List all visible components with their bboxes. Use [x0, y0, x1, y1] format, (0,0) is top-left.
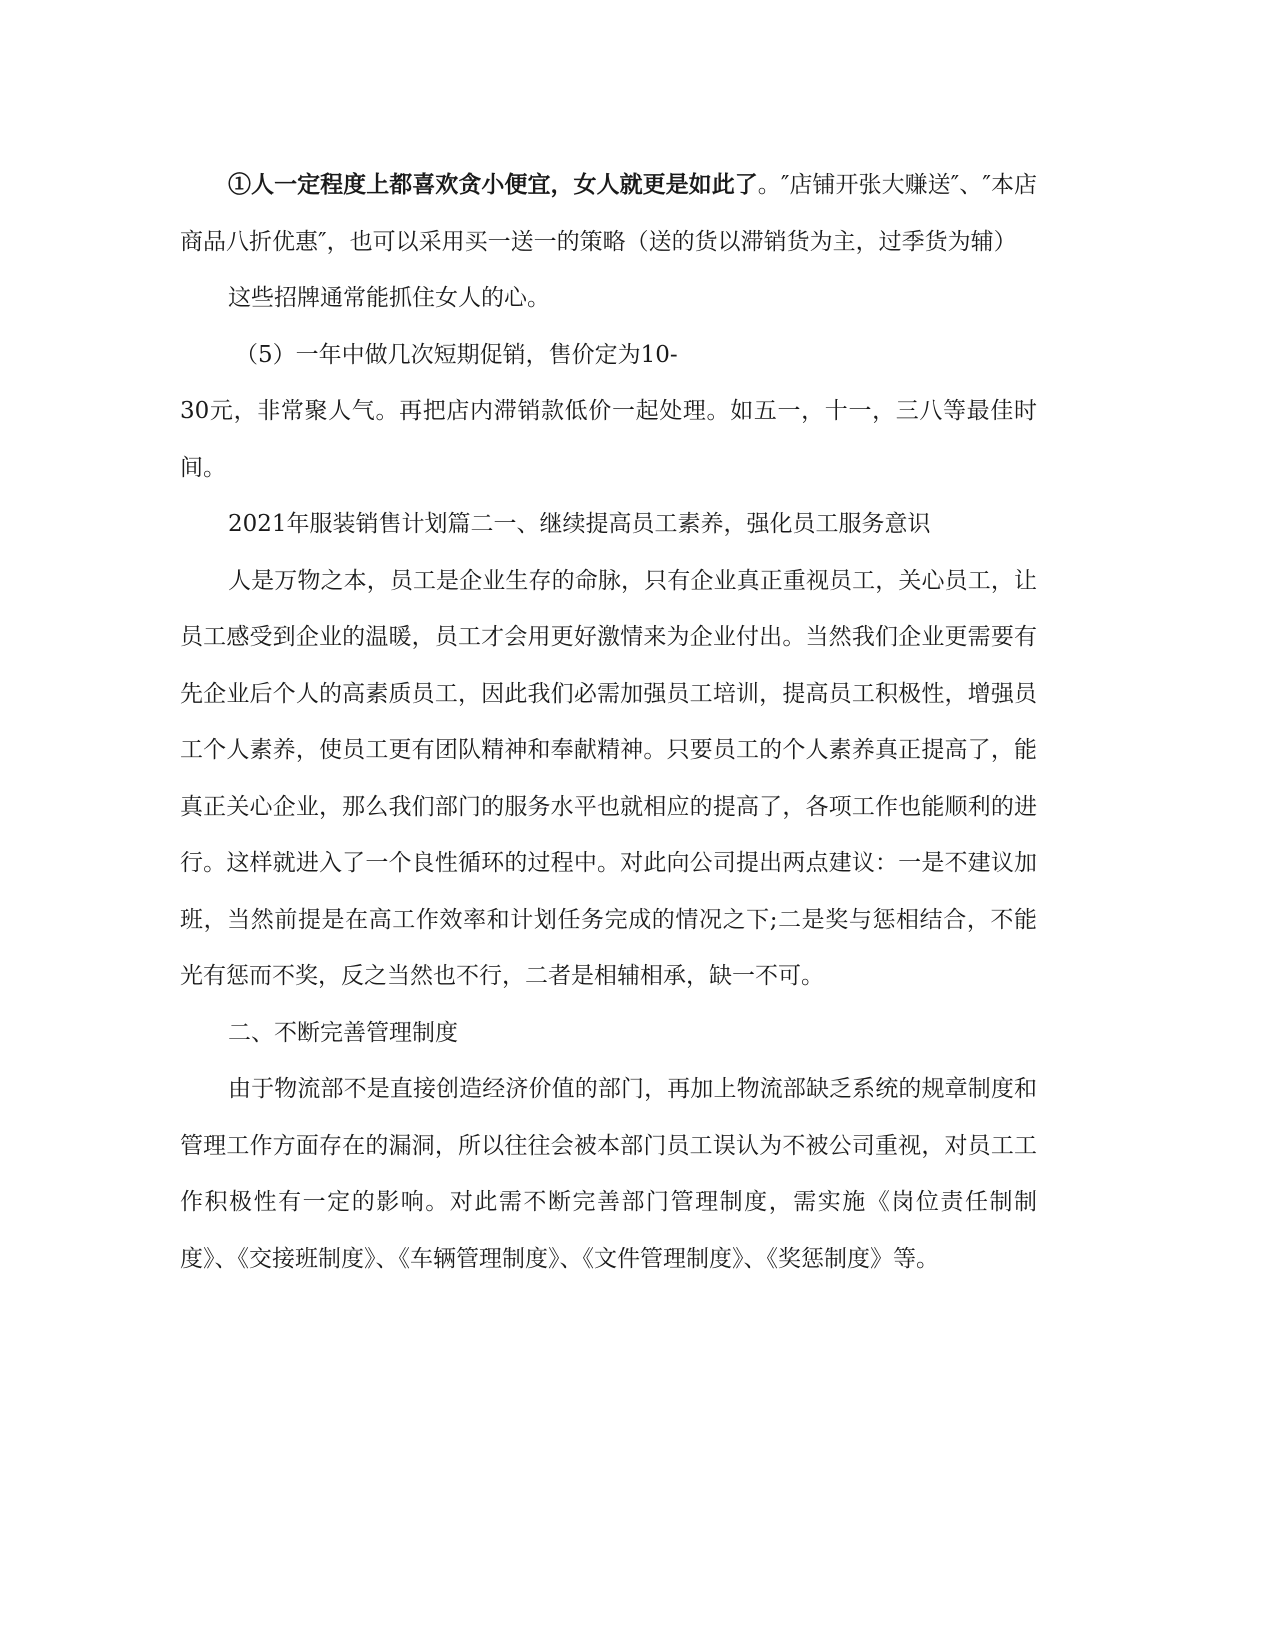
- paragraph-short-promotion: （5）一年中做几次短期促销，售价定为10-: [235, 341, 678, 368]
- section-heading-staff: 2021年服装销售计划篇二一、继续提高员工素养，强化员工服务意识: [228, 511, 931, 537]
- section-heading-management: 二、不断完善管理制度: [228, 1019, 458, 1046]
- bold-lead-text: ①人一定程度上都喜欢贪小便宜，女人就更是如此了: [228, 171, 758, 198]
- paragraph-signboards: 这些招牌通常能抓住女人的心。: [228, 285, 550, 311]
- paragraph-promotion-tips: [180, 157, 1037, 270]
- document-page: [180, 157, 1037, 1287]
- paragraph-management-system: 由于物流部不是直接创造经济价值的部门，再加上物流部缺乏系统的规章制度和管理工作方面存在的漏洞，所以往往会被本部门员工误认为不被公司重视，对员工工作积极性有一定的影响。对此需不断完善部门管理制度，需实施《岗位责任制制度》、《交接班制度》、《车辆管理制度》、《文件管理制度》、《奖惩制度》等。: [180, 1076, 1037, 1272]
- paragraph-promotion-continued: 30元，非常聚人气。再把店内滞销款低价一起处理。如五一，十一，三八等最佳时间。: [180, 398, 1037, 481]
- paragraph-staff-quality: 人是万物之本，员工是企业生存的命脉，只有企业真正重视员工，关心员工，让员工感受到企业的温暖，员工才会用更好激情来为企业付出。当然我们企业更需要有先企业后个人的高素质员工，因此我们必需加强员工培训，提高员工积极性，增强员工个人素养，使员工更有团队精神和奉献精神。只要员工的个人素养真正提高了，能真正关心企业，那么我们部门的服务水平也就相应的提高了，各项工作也能顺利的进行。这样就进入了一个良性循环的过程中。对此向公司提出两点建议：一是不建议加班，当然前提是在高工作效率和计划任务完成的情况之下;二是奖与惩相结合，不能光有惩而不奖，反之当然也不行，二者是相辅相承，缺一不可。: [180, 567, 1037, 989]
- paragraph-text: 。″店铺开张大赚送″、″本店商品八折优惠″，也可以采用买一送一的策略（送的货以滞销货为主，过季货为辅）: [180, 172, 1037, 255]
